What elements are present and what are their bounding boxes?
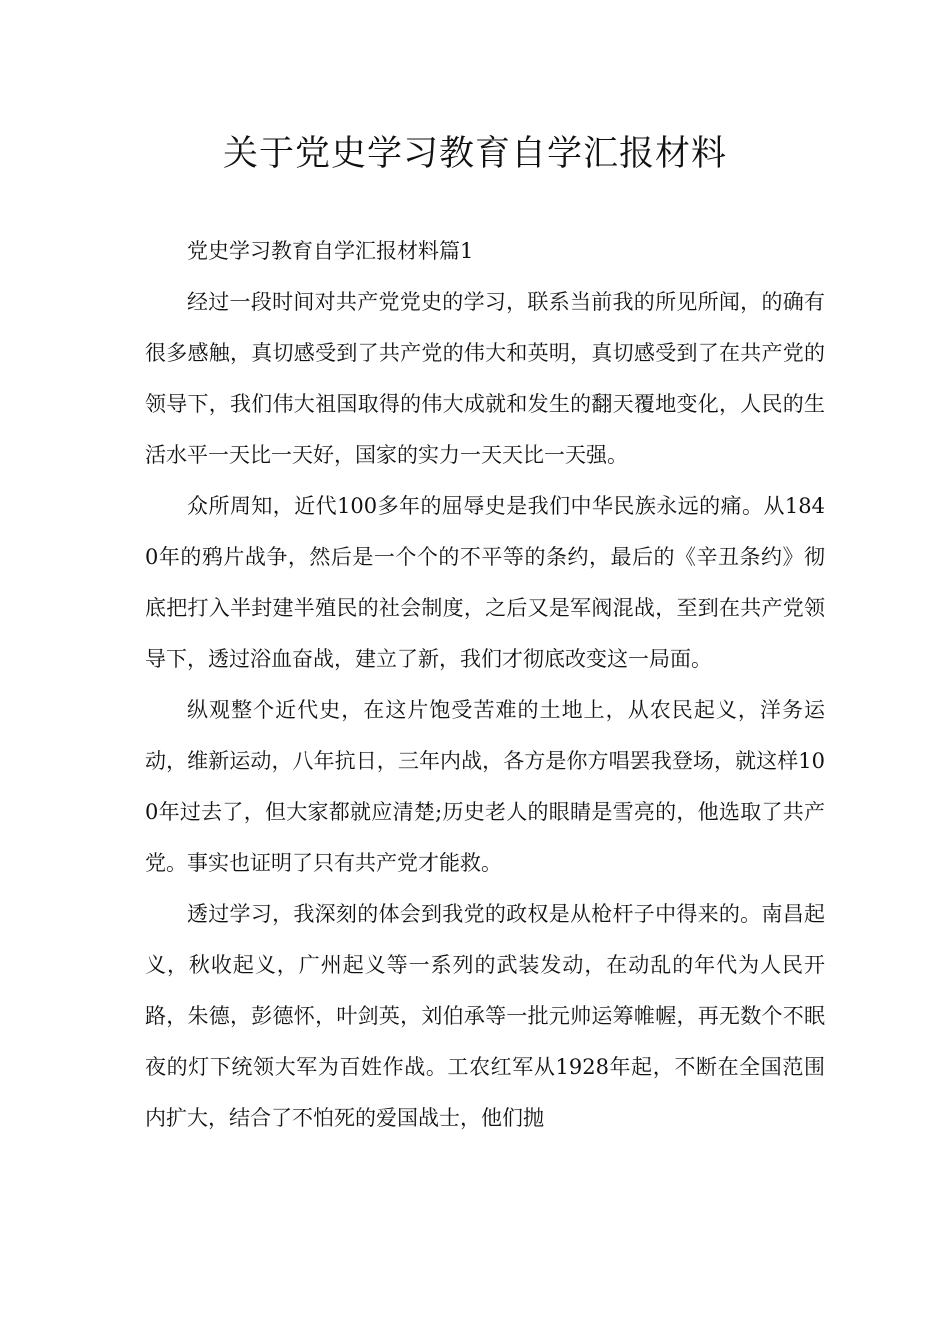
paragraph-1: 经过一段时间对共产党党史的学习，联系当前我的所见所闻，的确有很多感触，真切感受到了共产党的伟大和英明，真切感受到了在共产党的领导下，我们伟大祖国取得的伟大成就和发生的翻天覆地变化，人民的生活水平一天比一天好，国家的实力一天天比一天强。	[145, 290, 825, 467]
paragraph-2: 众所周知，近代100多年的屈辱史是我们中华民族永远的痛。从1840年的鸦片战争，然后是一个个的不平等的条约，最后的《辛丑条约》彻底把打入半封建半殖民的社会制度，之后又是军阀混战，至到在共产党领导下，透过浴血奋战，建立了新，我们才彻底改变这一局面。	[145, 494, 825, 671]
document-body	[145, 226, 825, 1144]
paragraph-4: 透过学习，我深刻的体会到我党的政权是从枪杆子中得来的。南昌起义，秋收起义，广州起义等一系列的武装发动，在动乱的年代为人民开路，朱德，彭德怀，叶剑英，刘伯承等一批元帅运筹帷幄，再无数个不眠夜的灯下统领大军为百姓作战。工农红军从1928年起，不断在全国范围内扩大，结合了不怕死的爱国战士，他们抛	[145, 902, 825, 1130]
paragraph-3: 纵观整个近代史，在这片饱受苦难的土地上，从农民起义，洋务运动，维新运动，八年抗日，三年内战，各方是你方唱罢我登场，就这样100年过去了，但大家都就应清楚;历史老人的眼睛是雪亮的，他选取了共产党。事实也证明了只有共产党才能救。	[145, 698, 825, 875]
document-title: 关于党史学习教育自学汇报材料	[222, 134, 727, 174]
section-heading: 党史学习教育自学汇报材料篇1	[187, 239, 474, 263]
